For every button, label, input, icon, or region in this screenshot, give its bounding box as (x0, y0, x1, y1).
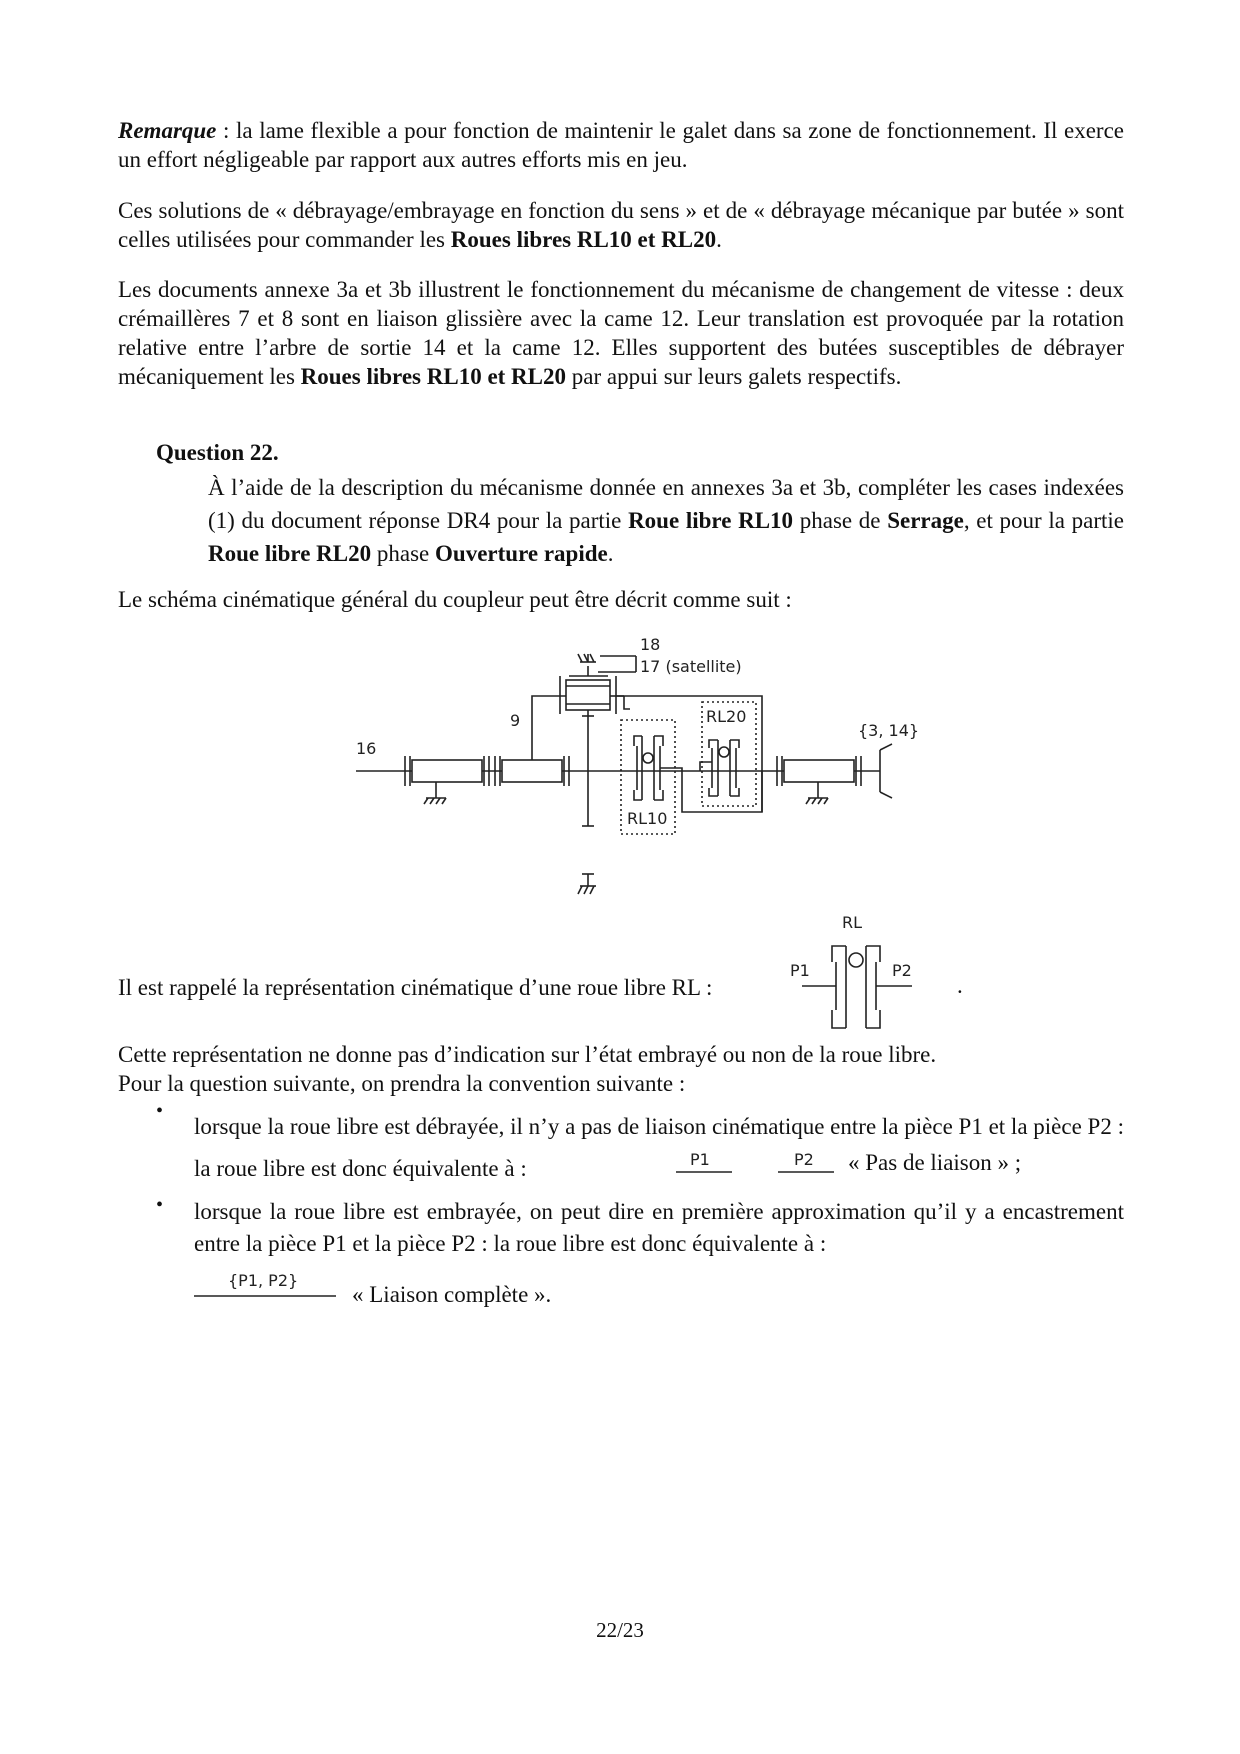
question-text-1: À l’aide de la description du mécanisme donnée en annexes 3a et 3b, compléter les cases indexées (1) du document réponse DR4 pour la partie (208, 475, 1124, 533)
question-title: Question 22. (156, 440, 279, 465)
label-rl10: RL10 (627, 809, 668, 828)
question-bold-1: Roue libre RL10 (628, 508, 794, 533)
bullet-2-body: lorsque la roue libre est embrayée, on peut dire en première approximation qu’il y a encastrement entre la pièce P1 et la pièce P2 : la roue libre est donc équivalente à : (194, 1199, 1124, 1256)
label-16: 16 (356, 739, 377, 758)
full-link-symbol (190, 1264, 350, 1304)
bullet-1-icon: • (156, 1100, 164, 1122)
no-link-symbol (670, 1144, 850, 1180)
bearing-9 (502, 760, 562, 782)
question-text-3: , et pour la partie (963, 508, 1125, 533)
no-link-p1: P1 (690, 1150, 710, 1169)
label-3-14: {3, 14} (858, 721, 920, 740)
satellite-17 (566, 680, 610, 710)
rl-symbol-label: RL (842, 913, 863, 932)
bullet-2-text (194, 1196, 1124, 1260)
question-text-2: phase de (793, 508, 888, 533)
rl-symbol-p2: P2 (892, 961, 912, 980)
convention-line-1: Cette représentation ne donne pas d’indication sur l’état embrayé ou non de la roue libre. (118, 1042, 937, 1067)
question-text-5: . (607, 541, 614, 566)
bullet-1-text (194, 1106, 1124, 1190)
question-bold-2: Serrage (887, 508, 964, 533)
question-text-4: phase (371, 541, 436, 566)
no-link-caption: « Pas de liaison » ; (848, 1150, 1022, 1175)
documents-text: Les documents annexe 3a et 3b illustrent le fonctionnement du mécanisme de changement de vitesse : deux crémaillères 7 et 8 sont en liaison glissière avec la came 12. Leur translation est provoquée par la rotation relative entre l’arbre de sortie 14 et la came 12. Elles supportent des butées susceptibles de débrayer mécaniquement les (118, 277, 1124, 389)
remark-text: : la lame flexible a pour fonction de maintenir le galet dans sa zone de fonctionnement. Il exerce un effort négligeable par rapport aux autres efforts mis en jeu. (118, 118, 1124, 172)
label-17: 17 (satellite) (640, 657, 742, 676)
convention-line-2: Pour la question suivante, on prendra la convention suivante : (118, 1071, 686, 1096)
schema-intro: Le schéma cinématique général du coupleur peut être décrit comme suit : (118, 587, 792, 612)
free-wheel-symbol (780, 900, 930, 1030)
solutions-bold: Roues libres RL10 et RL20 (450, 227, 717, 252)
question-bold-3: Roue libre RL20 (208, 541, 372, 566)
bearing-right (784, 760, 854, 782)
remark-label: Remarque (118, 118, 217, 143)
arm-9 (532, 696, 566, 760)
label-9: 9 (510, 711, 521, 730)
question-bold-4: Ouverture rapide (435, 541, 608, 566)
label-18: 18 (640, 635, 661, 654)
documents-bold: Roues libres RL10 et RL20 (300, 364, 567, 389)
no-link-p2: P2 (794, 1150, 814, 1169)
full-link-caption: « Liaison complète ». (352, 1282, 552, 1307)
bullet-1-body: lorsque la roue libre est débrayée, il n’y a pas de liaison cinématique entre la pièce P1 et la pièce P2 : la roue libre est donc équivalente à : (194, 1114, 1124, 1181)
full-link-label: {P1, P2} (228, 1271, 299, 1290)
solutions-end: . (716, 227, 722, 252)
page-number: 22/23 (596, 1618, 644, 1642)
rl-reminder-dot: . (957, 973, 963, 998)
documents-end: par appui sur leurs galets respectifs. (566, 364, 902, 389)
solutions-text: Ces solutions de « débrayage/embrayage en fonction du sens » et de « débrayage mécanique par butée » sont celles utilisées pour commander les (118, 198, 1124, 252)
rl-reminder-text: Il est rappelé la représentation cinématique d’une roue libre RL : (118, 975, 713, 1000)
rl-symbol-p1: P1 (790, 961, 810, 980)
bullet-2-icon: • (156, 1194, 164, 1216)
bearing-16 (412, 760, 482, 782)
label-rl20: RL20 (706, 707, 747, 726)
